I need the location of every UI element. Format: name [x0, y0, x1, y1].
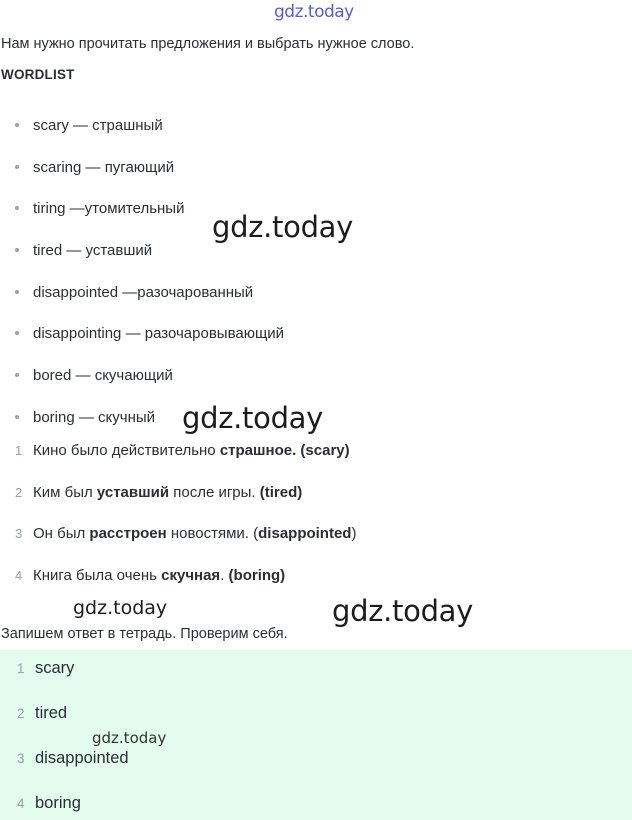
list-item-text: disappointed —разочарованный: [33, 284, 254, 301]
list-item: [15, 409, 155, 426]
bullet-icon: [15, 248, 19, 252]
list-item-text: bored — скучающий: [33, 367, 173, 384]
answer-item: 3 disappointed: [17, 749, 129, 767]
list-item-text: tired — уставший: [33, 242, 153, 259]
list-item: [15, 284, 253, 301]
answer-item: 2 tired: [17, 704, 68, 722]
sentence-2: 2 Ким был уставший после игры. (tired): [15, 484, 303, 501]
bullet-icon: [15, 165, 19, 169]
list-item-text: scary — страшный: [33, 117, 163, 134]
sentence-3: 3 Он был расстроен новостями. (disappointed): [15, 525, 357, 542]
watermark: gdz.today: [73, 597, 168, 619]
bullet-icon: [15, 331, 19, 335]
bullet-icon: [15, 206, 19, 210]
watermark: gdz.today: [332, 594, 474, 628]
bullet-icon: [15, 290, 19, 294]
list-item: [15, 367, 173, 384]
list-item-text: boring — скучный: [33, 409, 156, 426]
sentence-4: 4 Книга была очень скучная. (boring): [15, 567, 286, 584]
list-item: [15, 242, 152, 259]
list-item: [15, 325, 284, 342]
list-item: [15, 117, 163, 134]
bullet-icon: [15, 415, 19, 419]
bullet-icon: [15, 123, 19, 127]
watermark: gdz.today: [182, 401, 324, 435]
bullet-icon: [15, 373, 19, 377]
answer-item: 1 scary: [17, 659, 75, 677]
watermark: gdz.today: [92, 729, 167, 747]
check-text: Запишем ответ в тетрадь. Проверим себя.: [1, 626, 288, 642]
list-item: [15, 200, 184, 217]
wordlist-heading: WORDLIST: [1, 67, 75, 82]
list-item-text: tiring —утомительный: [33, 200, 185, 217]
answer-item: 4 boring: [17, 794, 81, 812]
watermark: gdz.today: [212, 210, 354, 244]
list-item: [15, 159, 174, 176]
intro-text: Нам нужно прочитать предложения и выбрать нужное слово.: [1, 36, 415, 52]
list-item-text: scaring — пугающий: [33, 159, 175, 176]
watermark-top: gdz.today: [274, 2, 354, 22]
sentence-1: 1 Кино было действительно страшное. (scary): [15, 442, 350, 459]
list-item-text: disappointing — разочаровывающий: [33, 325, 285, 342]
